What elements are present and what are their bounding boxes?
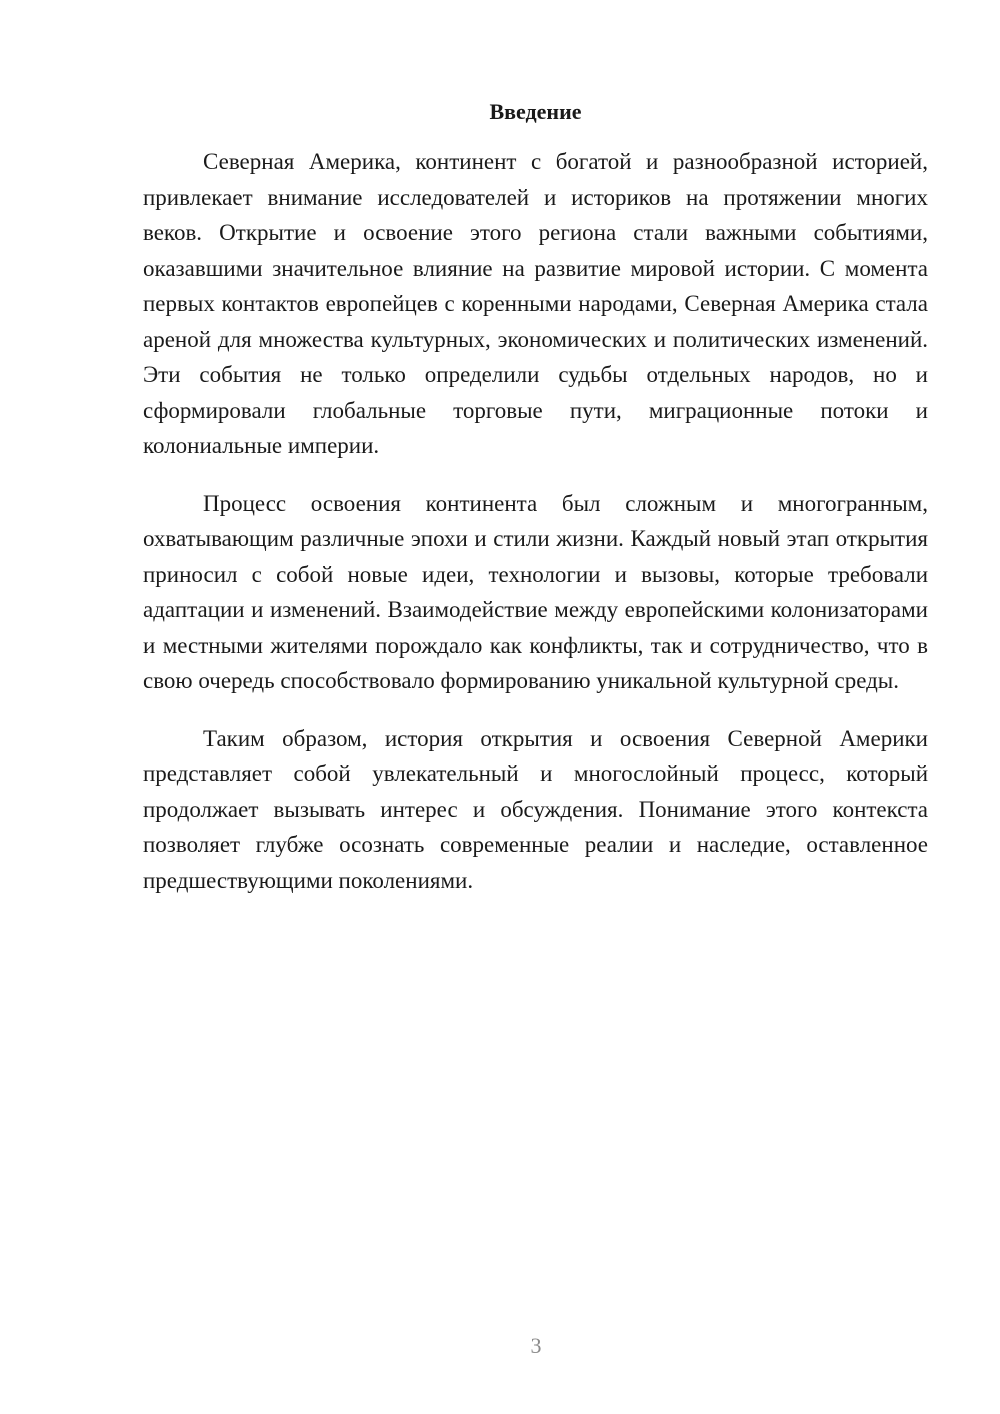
- paragraph-conclusion: Таким образом, история открытия и освоения Северной Америки представляет собой увлекательный и многослойный процесс, который продолжает вызывать интерес и обсуждения. Понимание этого контекста позволяет глубже осознать современные реалии и наследие, оставленное предшествующими поколениями.: [143, 725, 928, 893]
- page-number: 3: [530, 1333, 542, 1358]
- page-title: Введение: [489, 99, 582, 124]
- body-text: [143, 144, 928, 920]
- paragraph-intro: Северная Америка, континент с богатой и разнообразной историей, привлекает внимание исследователей и историков на протяжении многих веков. Открытие и освоение этого региона стали важными событиями, оказавшими значительное влияние на развитие мировой истории. С момента первых контактов европейцев с коренными народами, Северная Америка стала ареной для множества культурных, экономических и политических изменений. Эти события не только определили судьбы отдельных народов, но и сформировали глобальные торговые пути, миграционные потоки и колониальные империи.: [143, 149, 928, 458]
- paragraph-exploration-process: Процесс освоения континента был сложным и многогранным, охватывающим различные эпохи и стили жизни. Каждый новый этап открытия приносил с собой новые идеи, технологии и вызовы, которые требовали адаптации и изменений. Взаимодействие между европейскими колонизаторами и местными жителями порождало как конфликты, так и сотрудничество, что в свою очередь способствовало формированию уникальной культурной среды.: [143, 490, 928, 693]
